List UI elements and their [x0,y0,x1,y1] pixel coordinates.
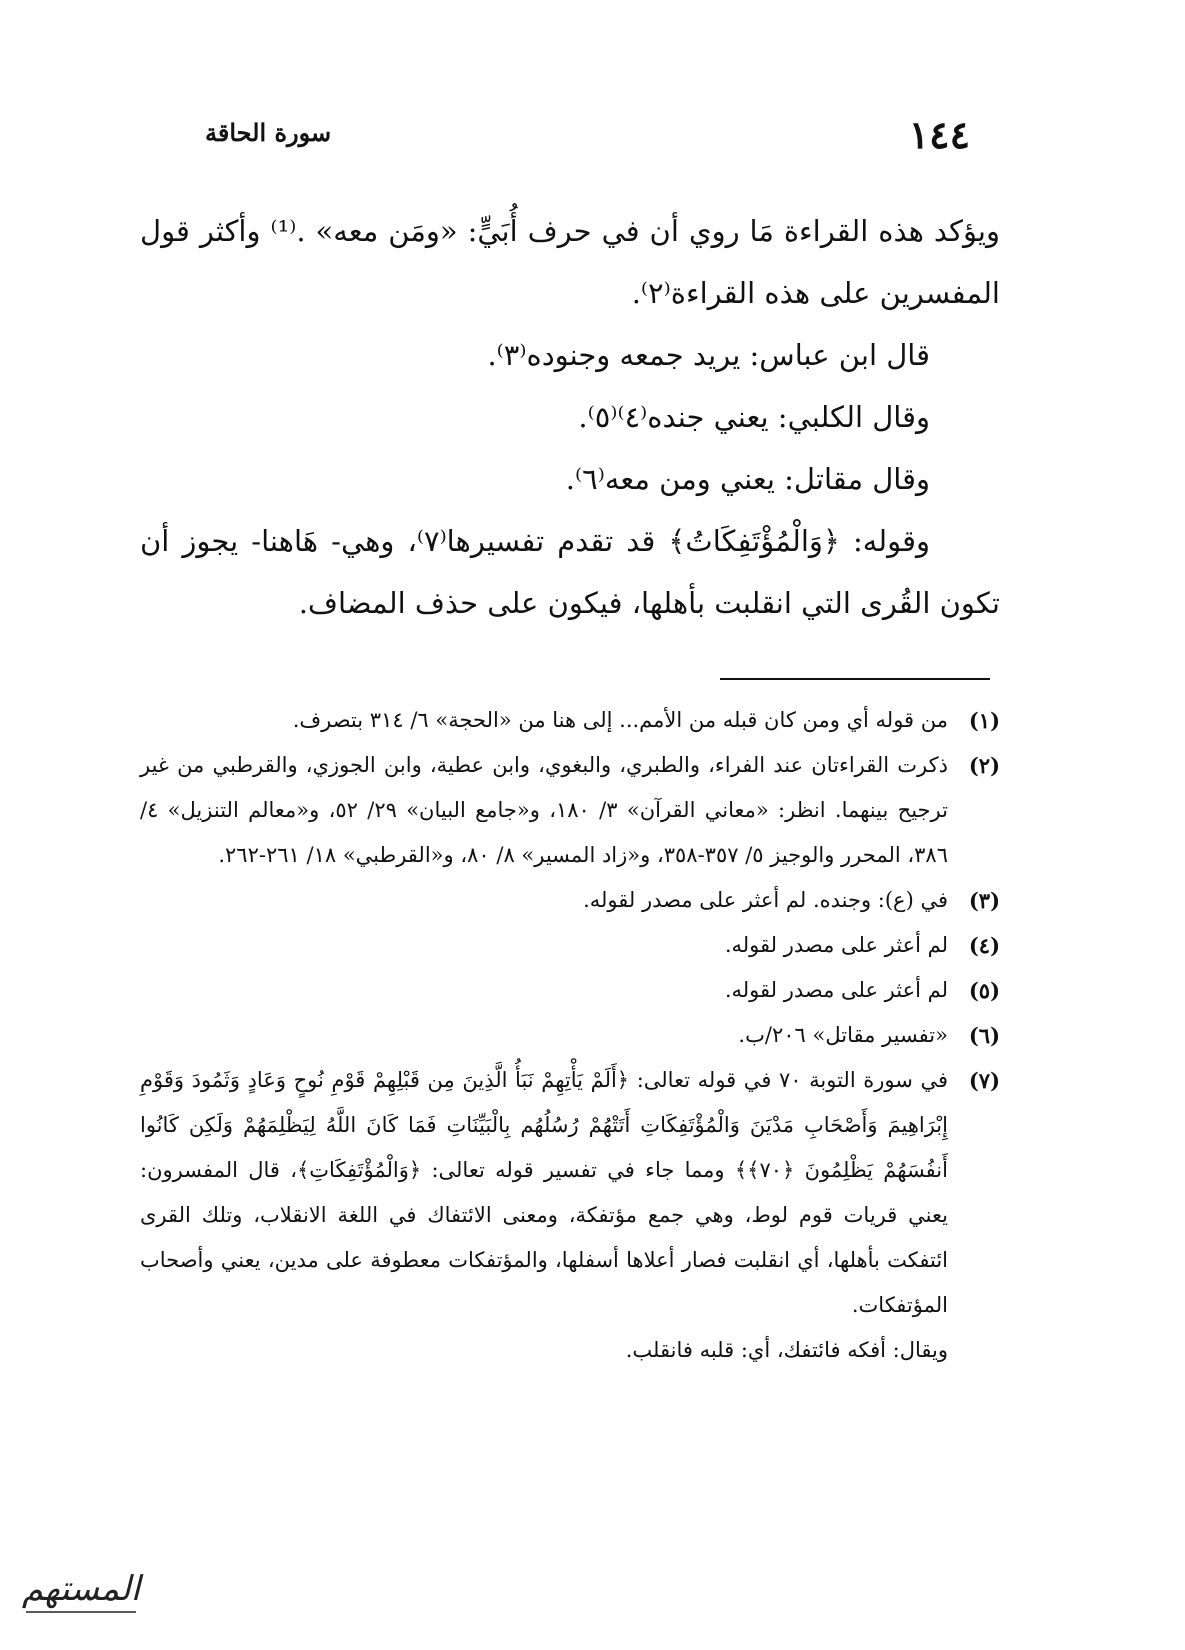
footnote-text [140,923,948,968]
footnote [140,743,1000,878]
footnote-line: لم أعثر على مصدر لقوله. [724,978,948,1002]
footnote-number: (٧) [968,1068,1000,1093]
logo-text: المستهم [21,1569,141,1609]
footnote [140,698,1000,743]
publisher-logo [6,1550,156,1630]
footnote-line: «تفسير مقاتل» ٢٠٦/ب. [738,1023,948,1047]
footnote-text [140,1058,948,1373]
footnote-line: لم أعثر على مصدر لقوله. [724,933,948,957]
footnote-divider [720,678,990,680]
footnote-number: (٣) [968,888,1000,913]
footnote [140,1058,1000,1373]
footnote [140,1013,1000,1058]
running-head [205,112,970,162]
footnote-line: ويقال: أفكه فائتفك، أي: قلبه فانقلب. [625,1338,948,1362]
surah-title: سورة الحاقة [205,118,332,147]
main-paragraph: ويؤكد هذه القراءة مَا روي أن في حرف أُبَيٍّ: «ومَن معه» .⁽¹⁾ وأكثر قول المفسرين على هذه القراءة⁽٢⁾. [140,214,1001,310]
footnote [140,878,1000,923]
main-paragraph: وقوله: ﴿وَالْمُؤْتَفِكَاتُ﴾ قد تقدم تفسيرها⁽٧⁾، وهي- هَاهنا- يجوز أن تكون القُرى التي انقلبت بأهلها، فيكون على حذف المضاف. [140,524,1000,620]
footnote [140,968,1000,1013]
footnote-line: من قوله أي ومن كان قبله من الأمم... إلى هنا من «الحجة» ٦/ ٣١٤ بتصرف. [292,708,948,732]
footnote-number: (٢) [968,753,1000,778]
footnote-line: في (ع): وجنده. لم أعثر على مصدر لقوله. [583,888,948,912]
main-paragraph: وقال مقاتل: يعني ومن معه⁽٦⁾. [565,462,930,496]
footnote-number: (٦) [968,1023,1000,1048]
main-text [140,200,1000,634]
main-paragraph: وقال الكلبي: يعني جنده⁽٤⁾⁽٥⁾. [578,400,930,434]
footnote-number: (٤) [968,933,1000,958]
footnote-text [140,743,948,878]
footnote-number: (١) [968,708,1000,733]
footnote-text [140,698,948,743]
footnote [140,923,1000,968]
footnote-text [140,968,948,1013]
footnotes [140,698,1000,1373]
footnote-line: في سورة التوبة ٧٠ في قوله تعالى: ﴿أَلَمْ يَأْتِهِمْ نَبَأُ الَّذِينَ مِن قَبْلِهِمْ قَوْمِ نُوحٍ وَعَادٍ وَثَمُودَ وَقَوْمِ إِبْرَاهِيمَ وَأَصْحَابِ مَدْيَنَ وَالْمُؤْتَفِكَاتِ أَتَتْهُمْ رُسُلُهُم بِالْبَيِّنَاتِ فَمَا كَانَ اللَّهُ لِيَظْلِمَهُمْ وَلَكِن كَانُوا أَنفُسَهُمْ يَظْلِمُونَ ﴿٧٠﴾﴾ ومما جاء في تفسير قوله تعالى: ﴿وَالْمُؤْتَفِكَاتِ﴾، قال المفسرون: يعني قريات قوم لوط، وهي جمع مؤتفكة، ومعنى الائتفاك في اللغة الانقلاب، وتلك القرى ائتفكت بأهلها، أي انقلبت فصار أعلاها أسفلها، والمؤتفكات معطوفة على مدين، يعني وأصحاب المؤتفكات. [140,1068,948,1317]
footnote-number: (٥) [968,978,1000,1003]
footnote-line: ذكرت القراءتان عند الفراء، والطبري، والبغوي، وابن عطية، وابن الجوزي، والقرطبي من غير ترجيح بينهما. انظر: «معاني القرآن» ٣/ ١٨٠، و«جامع البيان» ٢٩/ ٥٢، و«معالم التنزيل» ٤/ ٣٨٦، المحرر والوجيز ٥/ ٣٥٧-٣٥٨، و«زاد المسير» ٨/ ٨٠، و«القرطبي» ١٨/ ٢٦١-٢٦٢. [140,753,948,867]
page-number: ١٤٤ [908,112,970,157]
footnote-text [140,1013,948,1058]
footnote-text [140,878,948,923]
main-paragraph: قال ابن عباس: يريد جمعه وجنوده⁽٣⁾. [487,338,930,372]
